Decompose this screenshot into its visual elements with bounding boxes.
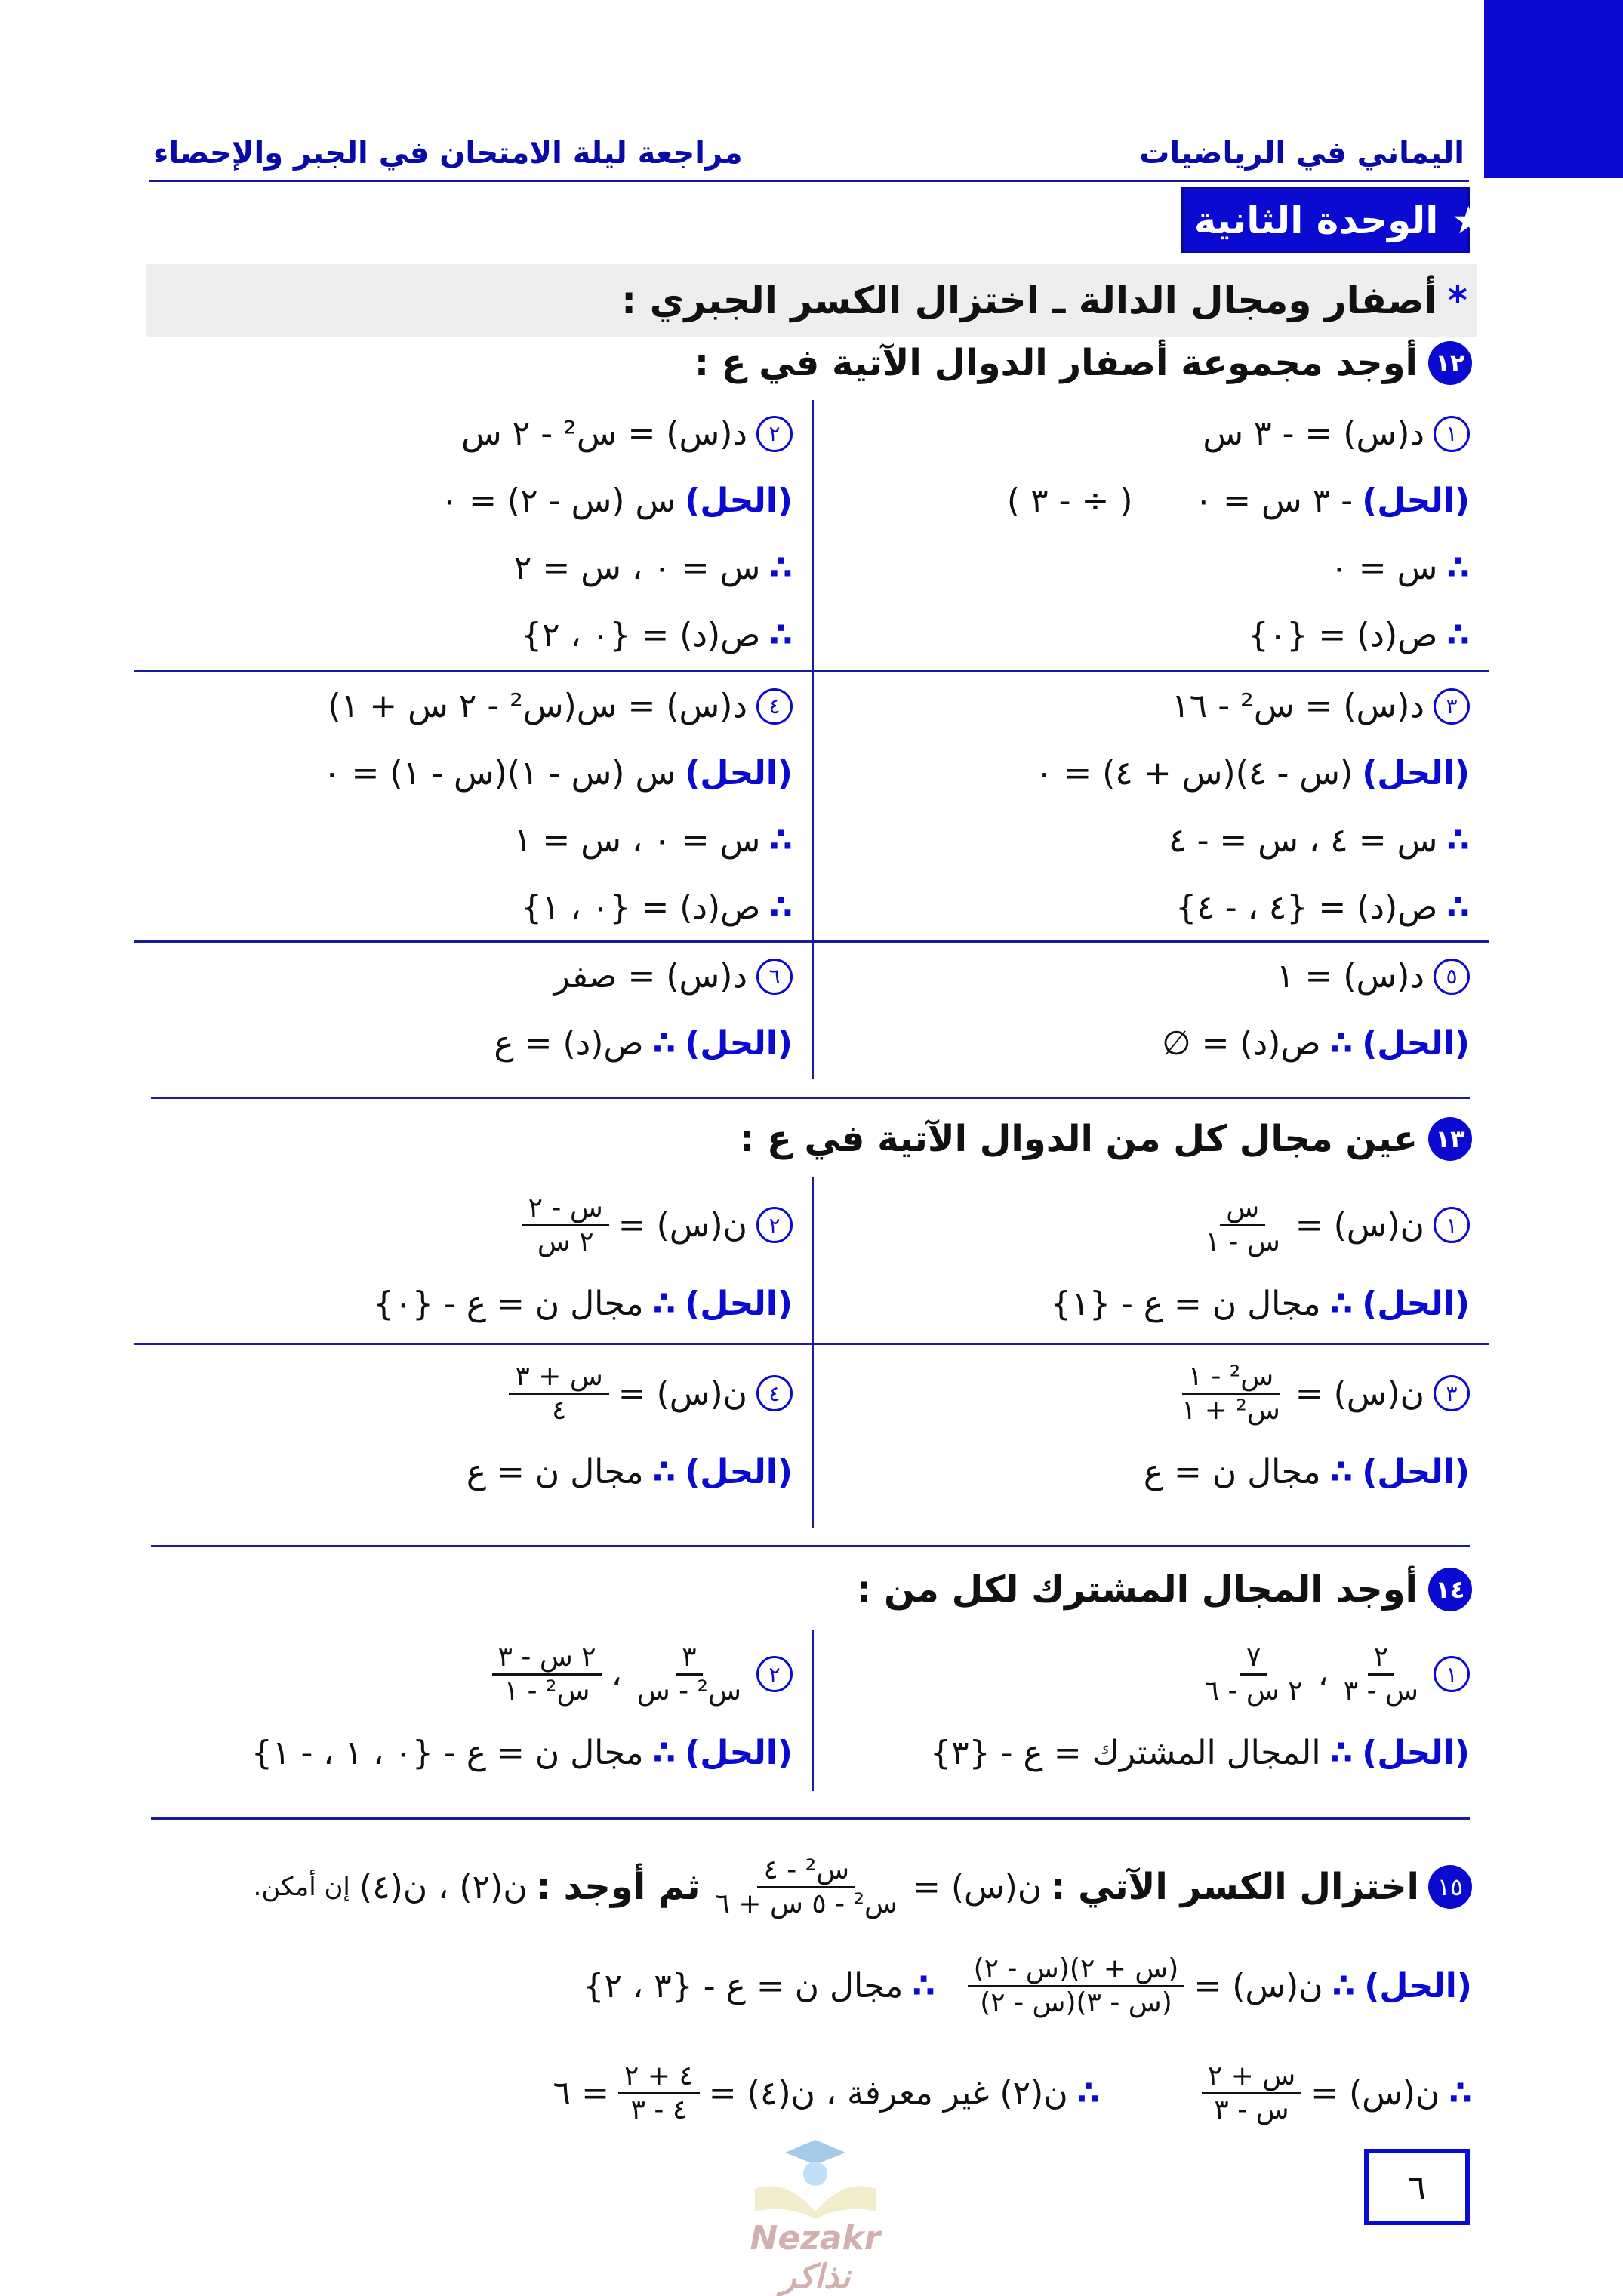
header-review-title: مراجعة ليلة الامتحان في الجبر والإحصاء <box>153 136 743 171</box>
line <box>128 1842 1472 1932</box>
math-expression: ن(٢) غير معرفة ، ن(٤) = <box>708 2073 1068 2113</box>
therefore-symbol: ∴ <box>652 1024 676 1063</box>
therefore-symbol: ∴ <box>1329 1452 1354 1491</box>
line <box>134 1635 793 1713</box>
math-expression: ، <box>611 1654 622 1694</box>
math-expression: مجال ن = ع - {١} <box>1050 1284 1321 1323</box>
item-number: ٢ <box>756 1656 793 1692</box>
math-expression: ن(س) = <box>1193 1966 1323 2005</box>
math-expression: س (س - ٢) = ٠ <box>440 482 676 520</box>
therefore-symbol: ∴ <box>652 1452 676 1491</box>
line <box>134 807 793 874</box>
therefore-symbol: ∴ <box>1076 2073 1193 2113</box>
q13-grid <box>134 1177 1489 1528</box>
line <box>134 943 793 1010</box>
fraction-denominator: ٤ - ٣ <box>630 2094 688 2125</box>
line <box>814 400 1470 467</box>
therefore-symbol: ∴ <box>1329 1284 1354 1323</box>
solution-label: (الحل) <box>1362 1024 1470 1063</box>
solution-label: (الحل) <box>1362 1452 1470 1491</box>
math-expression: (س - ٤)(س + ٤) = ٠ <box>1035 754 1354 793</box>
fraction-denominator: س - ٣ <box>1343 1675 1418 1707</box>
solution-label: (الحل) <box>685 1452 793 1491</box>
q15-number: ١٥ <box>1428 1865 1472 1909</box>
line <box>814 672 1470 740</box>
math-expression: ن(س) = <box>1310 2073 1440 2113</box>
item-number: ٣ <box>1434 688 1470 725</box>
exercise-٣ <box>812 1345 1489 1528</box>
section-title: أصفار ومجال الدالة ـ اختزال الكسر الجبري : <box>621 279 1437 322</box>
q14-grid <box>134 1630 1489 1791</box>
fraction-numerator: (س + ٢)(س - ٢) <box>968 1953 1185 1987</box>
fraction-denominator: ٤ <box>551 1394 567 1426</box>
exercise-١ <box>812 1630 1489 1791</box>
line <box>814 1186 1470 1264</box>
header-divider <box>149 180 1469 182</box>
math-expression: = ٦ <box>553 2073 610 2113</box>
math-expression: ص(د) = {٠ ، ٢} <box>520 616 761 654</box>
item-number: ٥ <box>1434 959 1470 995</box>
fraction-denominator: س² - ٥ س + ٦ <box>715 1888 898 1919</box>
fraction-numerator: ٢ س - ٣ <box>492 1642 602 1675</box>
math-expression: ص(د) = {٠ ، ١} <box>520 888 761 927</box>
line <box>134 740 793 807</box>
math-expression: مجال ن = ع - {٠} <box>373 1284 644 1323</box>
therefore-symbol: ∴ <box>1446 888 1470 927</box>
math-expression: د(س) = س² - ٢ س <box>460 414 747 453</box>
fraction <box>631 1642 747 1707</box>
math-expression: س (س - ١)(س - ١) = ٠ <box>322 754 676 793</box>
line <box>134 602 793 669</box>
fraction <box>509 1361 608 1426</box>
exercise-٤ <box>134 1345 812 1528</box>
section-star: * <box>1447 279 1467 322</box>
exercise-٢ <box>134 1177 812 1345</box>
solution-label: (الحل) <box>1362 1284 1470 1323</box>
question-text: اختزال الكسر الآتي : <box>1051 1866 1419 1908</box>
line <box>134 672 793 740</box>
math-expression: د(س) = س² - ١٦ <box>1172 687 1424 725</box>
line <box>128 1932 1472 2039</box>
math-expression: ن(س) = <box>617 1374 747 1413</box>
math-expression: مجال ن = ع <box>466 1452 644 1491</box>
corner-tab <box>1484 0 1623 178</box>
divider <box>151 1817 1470 1820</box>
line <box>814 807 1470 874</box>
fraction <box>492 1642 602 1707</box>
watermark-logo <box>710 2136 921 2296</box>
item-number: ٢ <box>756 416 793 452</box>
line <box>134 1713 793 1792</box>
therefore-symbol: ∴ <box>769 888 793 927</box>
fraction <box>1175 1361 1286 1426</box>
fraction-numerator: ٧ <box>1240 1642 1267 1675</box>
math-expression: س = ٠ ، س = ٢ <box>513 549 761 587</box>
q12-grid <box>134 400 1489 1079</box>
line <box>814 1713 1470 1792</box>
math-expression: د(س) = صفر <box>553 957 747 996</box>
book-graduate-icon <box>740 2136 891 2219</box>
fraction <box>1202 2061 1301 2125</box>
exercise-١ <box>812 1177 1489 1345</box>
fraction <box>522 1193 609 1257</box>
math-expression: ص(د) = {٤ ، - ٤} <box>1175 888 1438 927</box>
q13-number: ١٣ <box>1428 1117 1472 1161</box>
math-expression: د(س) = ١ <box>1276 957 1424 996</box>
line <box>134 400 793 467</box>
item-number: ١ <box>1434 416 1470 452</box>
q15-block <box>128 1842 1472 2147</box>
therefore-symbol: ∴ <box>652 1733 676 1772</box>
exercise-٤ <box>134 672 812 943</box>
math-expression: ص(د) = ع <box>494 1024 644 1063</box>
math-expression: ن(س) = <box>617 1205 747 1245</box>
line <box>814 534 1470 602</box>
therefore-symbol: ∴ <box>1329 1733 1354 1772</box>
math-expression: د(س) = س(س² - ٢ س + ١) <box>328 687 747 725</box>
line <box>814 1354 1470 1433</box>
line <box>134 1354 793 1433</box>
q12-title <box>694 341 1472 385</box>
math-expression: د(س) = - ٣ س <box>1203 414 1424 453</box>
math-expression: ن(٢) ، ن(٤) <box>359 1867 528 1907</box>
therefore-symbol: ∴ <box>912 1966 959 2005</box>
math-expression: ن(س) = <box>1295 1374 1424 1413</box>
fraction-denominator: ٢ س - ٦ <box>1204 1675 1303 1707</box>
math-expression: س = ٠ ، س = ١ <box>513 821 761 860</box>
q12-title-text: أوجد مجموعة أصفار الدوال الآتية في ع : <box>694 342 1418 384</box>
math-expression: المجال المشترك = ع - {٣} <box>930 1733 1321 1772</box>
exercise-٦ <box>134 943 812 1079</box>
item-number: ٤ <box>756 1375 793 1411</box>
item-number: ٢ <box>756 1207 793 1243</box>
line <box>814 602 1470 669</box>
fraction-denominator: (س - ٣)(س - ٢) <box>980 1987 1172 2018</box>
therefore-symbol: ∴ <box>769 549 793 587</box>
line <box>134 1186 793 1264</box>
solution-label: (الحل) <box>685 754 793 793</box>
divider <box>151 1545 1470 1547</box>
solution-label: (الحل) <box>1362 482 1470 520</box>
math-expression: س = ٠ <box>1330 549 1438 587</box>
item-number: ٣ <box>1434 1375 1470 1411</box>
fraction <box>1338 1642 1424 1707</box>
q13-title-text: عين مجال كل من الدوال الآتية في ع : <box>740 1118 1418 1160</box>
watermark-text: Nezakr نذاكر <box>750 2219 881 2296</box>
q14-title <box>857 1568 1472 1611</box>
line <box>814 1433 1470 1511</box>
math-expression: مجال ن = ع - {٣ ، ٢} <box>583 1966 904 2005</box>
item-number: ١ <box>1434 1656 1470 1692</box>
fraction-denominator: س² + ١ <box>1181 1394 1280 1426</box>
therefore-symbol: ∴ <box>652 1284 676 1323</box>
line <box>814 467 1470 534</box>
fraction-numerator: ٤ + ٢ <box>618 2061 700 2094</box>
math-expression: ، <box>1317 1654 1329 1694</box>
line <box>814 1264 1470 1343</box>
line <box>814 740 1470 807</box>
line <box>134 1010 793 1077</box>
therefore-symbol: ∴ <box>769 821 793 860</box>
therefore-symbol: ∴ <box>1329 1024 1354 1063</box>
q14-number: ١٤ <box>1428 1568 1472 1611</box>
line <box>128 2039 1472 2147</box>
fraction <box>710 1854 904 1919</box>
exercise-١ <box>812 400 1489 672</box>
fraction-numerator: ٢ <box>1368 1642 1394 1675</box>
line <box>134 534 793 602</box>
question-text: ثم أوجد : <box>536 1866 701 1908</box>
fraction-denominator: س² - س <box>636 1675 741 1707</box>
math-expression: ن(س) = <box>1295 1205 1424 1245</box>
line <box>134 467 793 534</box>
math-expression: ص(د) = {٠} <box>1247 616 1438 654</box>
fraction-numerator: س + ٢ <box>1202 2061 1301 2094</box>
fraction <box>618 2061 700 2125</box>
item-number: ٦ <box>756 959 793 995</box>
line <box>134 1433 793 1511</box>
solution-label: (الحل) <box>685 1024 793 1063</box>
fraction-numerator: ٣ <box>676 1642 702 1675</box>
therefore-symbol: ∴ <box>1446 821 1470 860</box>
fraction-numerator: س + ٣ <box>509 1361 608 1394</box>
line <box>134 1264 793 1343</box>
unit-title: ★ الوحدة الثانية : <box>1181 187 1470 253</box>
line <box>134 874 793 941</box>
line <box>814 874 1470 941</box>
page-number: ٦ <box>1364 2149 1470 2225</box>
q12-number: ١٢ <box>1428 341 1472 385</box>
math-expression: ن(س) = <box>912 1867 1042 1907</box>
solution-label: (الحل) <box>685 1284 793 1323</box>
fraction-denominator: س - ٣ <box>1214 2094 1289 2125</box>
fraction-denominator: ٢ س <box>537 1226 594 1257</box>
math-expression: - ٣ س = ٠ <box>1194 482 1354 520</box>
fraction <box>1200 1193 1286 1257</box>
fraction-numerator: س² - ٤ <box>757 1854 855 1888</box>
fraction <box>968 1953 1185 2018</box>
math-expression: س = ٤ ، س = - ٤ <box>1168 821 1438 860</box>
therefore-symbol: ∴ <box>1332 1966 1356 2005</box>
math-expression: مجال ن = ع - {٠ ، ١ ، - ١} <box>251 1733 644 1772</box>
exercise-٢ <box>134 1630 812 1791</box>
divider <box>151 1097 1470 1099</box>
fraction-numerator: س <box>1220 1193 1265 1226</box>
therefore-symbol: ∴ <box>1449 2073 1472 2113</box>
fraction <box>1199 1642 1309 1707</box>
fraction-denominator: س - ١ <box>1205 1226 1280 1257</box>
line <box>814 943 1470 1010</box>
q14-title-text: أوجد المجال المشترك لكل من : <box>857 1568 1418 1611</box>
q13-title <box>740 1117 1472 1161</box>
solution-label: (الحل) <box>1364 1966 1472 2005</box>
math-expression: مجال ن = ع <box>1143 1452 1321 1491</box>
exercise-٢ <box>134 400 812 672</box>
question-note: إن أمكن. <box>253 1872 350 1902</box>
exercise-٥ <box>812 943 1489 1079</box>
line <box>814 1635 1470 1713</box>
fraction-numerator: س² - ١ <box>1182 1361 1280 1394</box>
item-number: ٤ <box>756 688 793 725</box>
fraction-numerator: س - ٢ <box>522 1193 609 1226</box>
exercise-٣ <box>812 672 1489 943</box>
math-expression: ص(د) = ∅ <box>1162 1024 1321 1063</box>
solution-label: (الحل) <box>1362 754 1470 793</box>
section-heading <box>146 264 1477 337</box>
therefore-symbol: ∴ <box>1446 549 1470 587</box>
solution-label: (الحل) <box>1362 1733 1470 1772</box>
therefore-symbol: ∴ <box>769 616 793 654</box>
math-expression: ( ÷ - ٣ ) <box>1006 482 1186 520</box>
line <box>814 1010 1470 1077</box>
item-number: ١ <box>1434 1207 1470 1243</box>
therefore-symbol: ∴ <box>1446 616 1470 654</box>
header-book-title: اليماني في الرياضيات <box>1139 136 1464 171</box>
fraction-denominator: س² - ١ <box>504 1675 590 1707</box>
solution-label: (الحل) <box>685 482 793 520</box>
solution-label: (الحل) <box>685 1733 793 1772</box>
